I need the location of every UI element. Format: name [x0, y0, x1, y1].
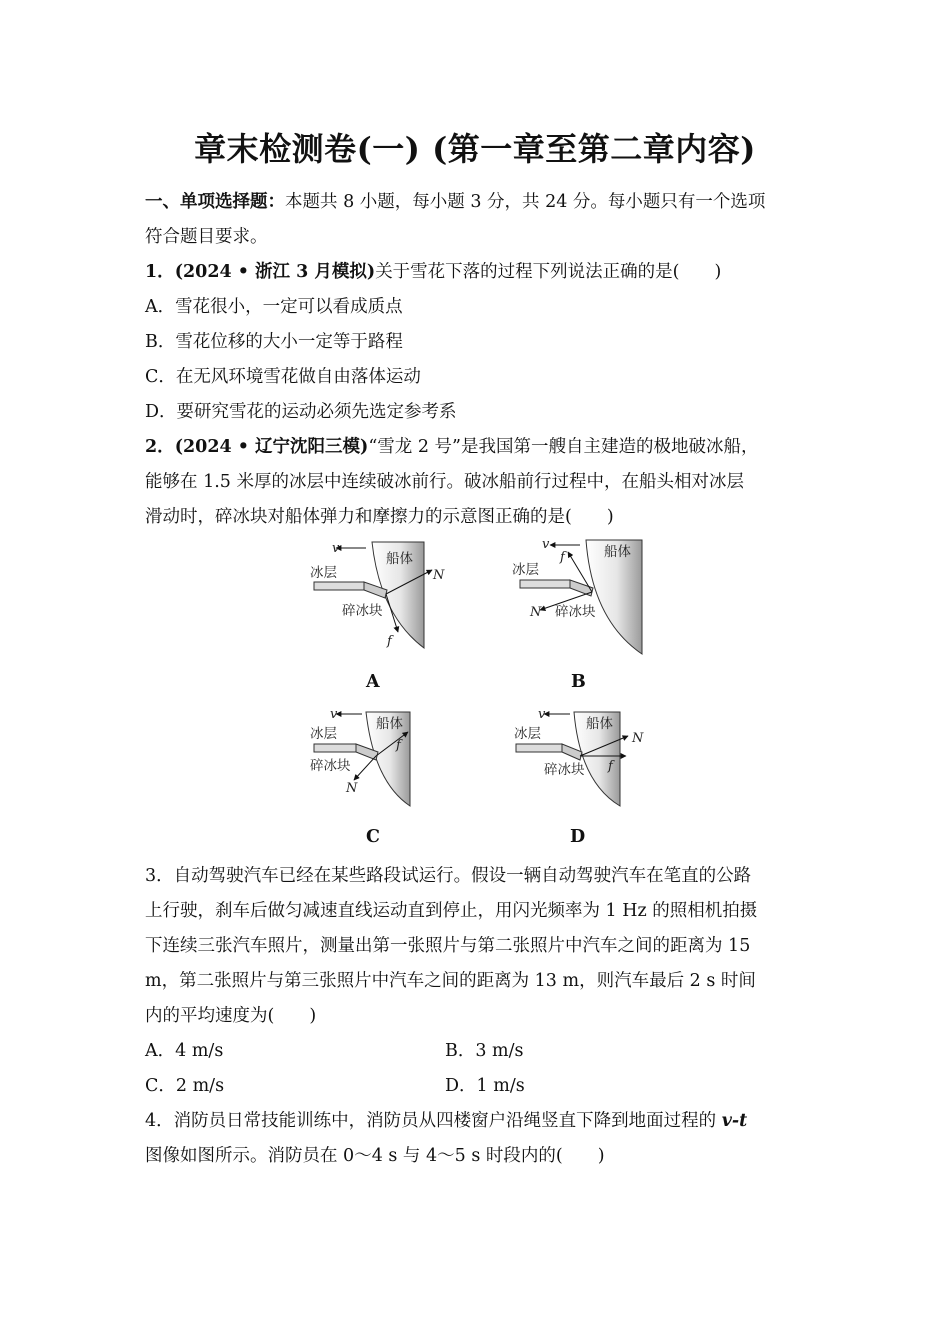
ice-label: 冰层 [310, 726, 337, 742]
question-4-stem-l2: 图像如图所示。消防员在 0～4 s 与 4～5 s 时段内的( ) [145, 1146, 605, 1166]
ice-layer [314, 744, 356, 752]
diagram-b [512, 537, 642, 654]
q1-option-d: D．要研究雪花的运动必须先选定参考系 [145, 402, 457, 422]
section-desc: 本题共 8 小题，每小题 3 分，共 24 分。每小题只有一个选项 [285, 192, 766, 212]
N-symbol: N [433, 568, 445, 583]
ice-layer [314, 582, 364, 590]
section-heading [145, 188, 810, 213]
v-symbol: v [538, 707, 546, 722]
question-2-stem-l2: 能够在 1.5 米厚的冰层中连续破冰前行。破冰船前行过程中，在船头相对冰层 [145, 472, 744, 492]
q3-option-c: C．2 m/s [145, 1076, 225, 1096]
hull-label: 船体 [586, 716, 613, 732]
ice-chunk [562, 744, 582, 760]
question-2-stem-l3: 滑动时，碎冰块对船体弹力和摩擦力的示意图正确的是( ) [145, 507, 614, 527]
diagram-c [310, 707, 410, 806]
ice-layer [520, 580, 570, 588]
caption-c: C [366, 827, 380, 847]
f-symbol: f [396, 738, 401, 753]
section-label: 一、单项选择题： [145, 192, 285, 212]
question-4-stem [145, 1107, 810, 1132]
chunk-label: 碎冰块 [544, 762, 585, 778]
caption-d: D [570, 827, 586, 847]
q1-option-b: B．雪花位移的大小一定等于路程 [145, 332, 403, 352]
hull-label: 船体 [604, 544, 631, 560]
q3-option-d: D．1 m/s [445, 1076, 525, 1096]
section-desc-cont: 符合题目要求。 [145, 227, 268, 247]
question-1-stem [145, 258, 810, 283]
ice-label: 冰层 [310, 565, 337, 581]
question-source: (2024 • 辽宁沈阳三模) [174, 437, 369, 457]
question-number: 1． [145, 262, 175, 282]
v-symbol: v [330, 707, 338, 722]
caption-a: A [366, 672, 380, 692]
N-symbol: N [346, 781, 358, 796]
question-3-stem-l2: 上行驶，刹车后做匀减速直线运动直到停止，用闪光频率为 1 Hz 的照相机拍摄 [145, 901, 758, 921]
v-symbol: v [542, 537, 550, 552]
ice-layer [516, 744, 562, 752]
q1-option-c: C．在无风环境雪花做自由落体运动 [145, 367, 421, 387]
ice-label: 冰层 [512, 562, 539, 578]
v-symbol: v [332, 541, 340, 556]
question-2-stem [145, 433, 810, 458]
N-symbol: N [530, 605, 542, 620]
question-source: (2024 • 浙江 3 月模拟) [174, 262, 376, 282]
question-text: “雪龙 2 号”是我国第一艘自主建造的极地破冰船， [368, 437, 759, 457]
f-symbol: f [387, 634, 392, 649]
q1-option-a: A．雪花很小，一定可以看成质点 [145, 297, 403, 317]
diagram-a [310, 541, 445, 649]
hull-label: 船体 [386, 551, 413, 567]
icebreaker-figure [290, 530, 660, 820]
question-3-stem-l4: m，第二张照片与第三张照片中汽车之间的距离为 13 m，则汽车最后 2 s 时间 [145, 971, 756, 991]
normal-force-arrow [354, 756, 376, 780]
vt-symbol: v-t [721, 1111, 748, 1131]
question-text: 4．消防员日常技能训练中，消防员从四楼窗户沿绳竖直下降到地面过程的 [145, 1111, 722, 1131]
question-3-stem-l3: 下连续三张汽车照片，测量出第一张照片与第二张照片中汽车之间的距离为 15 [145, 936, 751, 956]
q3-option-b: B．3 m/s [445, 1041, 524, 1061]
chunk-label: 碎冰块 [342, 603, 383, 619]
diagram-d [514, 707, 644, 806]
page-title: 章末检测卷(一) (第一章至第二章内容) [194, 130, 756, 168]
question-text: 关于雪花下落的过程下列说法正确的是( ) [375, 262, 722, 282]
f-symbol: f [608, 759, 613, 774]
N-symbol: N [632, 731, 644, 746]
f-symbol: f [560, 550, 565, 565]
q3-option-a: A．4 m/s [145, 1041, 224, 1061]
question-3-stem-l5: 内的平均速度为( ) [145, 1006, 317, 1026]
chunk-label: 碎冰块 [310, 758, 351, 774]
hull-label: 船体 [376, 716, 403, 732]
caption-b: B [571, 672, 586, 692]
chunk-label: 碎冰块 [555, 604, 596, 620]
question-number: 2． [145, 437, 175, 457]
question-3-stem: 3．自动驾驶汽车已经在某些路段试运行。假设一辆自动驾驶汽车在笔直的公路 [145, 866, 752, 886]
ice-label: 冰层 [514, 726, 541, 742]
